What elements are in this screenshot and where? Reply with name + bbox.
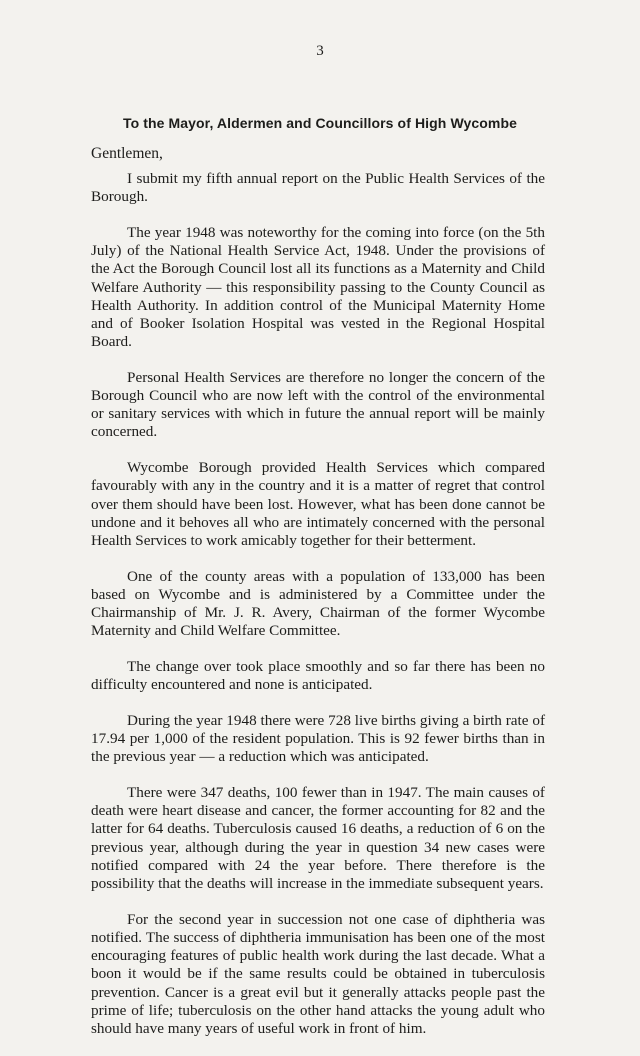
paragraph-change-over: The change over took place smoothly and so far there has been no difficulty encountered and none is anticipated. — [91, 657, 545, 694]
addressee-heading: To the Mayor, Aldermen and Councillors of High Wycombe — [122, 115, 518, 131]
paragraph-wycombe-services: Wycombe Borough provided Health Services which compared favourably with any in the country and it is a matter of regret that control over them should have been lost. However, what has been done cannot be undone and it behoves all who are intimately concerned with the personal Health Services to work amicably together for their betterment. — [91, 459, 545, 549]
paragraph-county-area: One of the county areas with a population of 133,000 has been based on Wycombe and is administered by a Committee under the Chairmanship of Mr. J. R. Avery, Chairman of the former Wycombe Maternity and Child Welfare Committee. — [91, 567, 545, 640]
salutation: Gentlemen, — [91, 145, 163, 162]
page-number: 3 — [316, 43, 324, 59]
paragraph-personal-health-services: Personal Health Services are therefore no longer the concern of the Borough Council who are now left with the control of the environmental or sanitary services with which in future the annual report will be mainly concerned. — [91, 368, 545, 441]
paragraph-diphtheria: For the second year in succession not one case of diphtheria was notified. The success of diphtheria immunisation has been one of the most encouraging features of public health work during the last decade. What a boon it would be if the same results could be obtained in tuberculosis prevention. Cancer is a great evil but it generally attacks people past the prime of life; tuberculosis on the other hand attacks the young adult who should have many years of useful work in front of him. — [91, 910, 545, 1037]
paragraph-nhs-act: The year 1948 was noteworthy for the coming into force (on the 5th July) of the National Health Service Act, 1948. Under the provisions of the Act the Borough Council lost all its functions as a Maternity and Child Welfare Authority — this responsibility passing to the County Council as Health Authority. In addition control of the Municipal Maternity Home and of Booker Isolation Hospital was vested in the Regional Hospital Board. — [91, 223, 545, 351]
paragraph-fifth-annual-report: I submit my fifth annual report on the Public Health Services of the Borough. — [91, 170, 545, 206]
report-body — [91, 170, 545, 1056]
paragraph-deaths: There were 347 deaths, 100 fewer than in 1947. The main causes of death were heart disease and cancer, the former accounting for 82 and the latter for 64 deaths. Tuberculosis caused 16 deaths, a reduction of 6 on the previous year, although during the year in question 34 new cases were notified compared with 24 the year before. There therefore is the possibility that the deaths will increase in the immediate subsequent years. — [91, 783, 545, 892]
paragraph-births: During the year 1948 there were 728 live births giving a birth rate of 17.94 per 1,000 of the resident population. This is 92 fewer births than in the previous year — a reduction which was anticipated. — [91, 711, 545, 766]
